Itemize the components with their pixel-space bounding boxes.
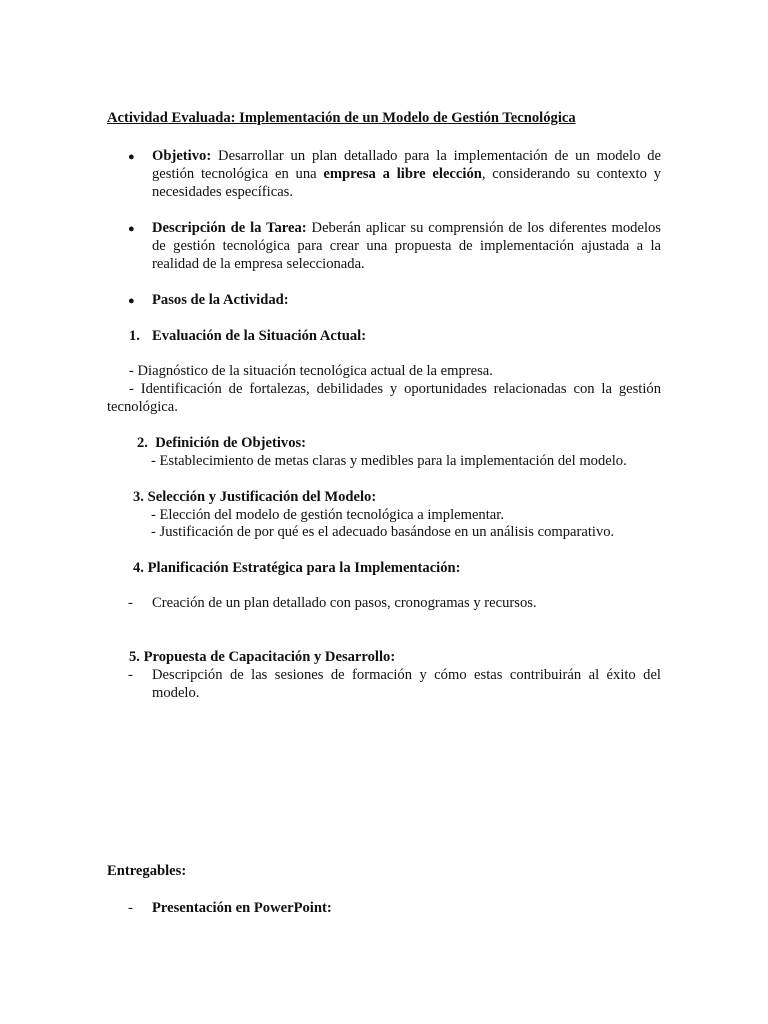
step-3-item-1: - Elección del modelo de gestión tecnológica a implementar.	[151, 507, 504, 523]
step-1-item-2-line-1: - Identificación de fortalezas, debilidades y oportunidades relacionadas con la gestión	[129, 381, 661, 397]
objective-bold-text: empresa a libre elección	[323, 166, 482, 182]
step-3-title: 3. Selección y Justificación del Modelo:	[133, 489, 377, 505]
steps-heading: Pasos de la Actividad:	[152, 292, 289, 308]
step-4-title: 4. Planificación Estratégica para la Implementación:	[133, 560, 461, 576]
deliverable-dash: -	[128, 900, 133, 916]
step-1-title: Evaluación de la Situación Actual:	[152, 328, 367, 344]
step-1-item-1: - Diagnóstico de la situación tecnológica actual de la empresa.	[129, 363, 493, 379]
step-5-item-1: Descripción de las sesiones de formación y cómo estas contribuirán al éxito del modelo.	[152, 667, 661, 701]
description-paragraph	[152, 219, 661, 273]
step-1-item-2-line-2: tecnológica.	[107, 399, 178, 415]
page-title: Actividad Evaluada: Implementación de un Modelo de Gestión Tecnológica	[107, 110, 576, 126]
step-4-dash: -	[128, 595, 133, 611]
description-text: Deberán aplicar su comprensión de los diferentes modelos de gestión tecnológica para crear una propuesta de implementación ajustada a la realidad de la empresa seleccionada.	[152, 220, 661, 272]
description-label: Descripción de la Tarea:	[152, 220, 307, 236]
deliverable-item-1: Presentación en PowerPoint:	[152, 900, 332, 916]
deliverables-heading: Entregables:	[107, 863, 187, 879]
step-1-number: 1.	[129, 328, 140, 344]
step-2-item-1: - Establecimiento de metas claras y medibles para la implementación del modelo.	[151, 453, 627, 469]
bullet-icon: ●	[128, 295, 135, 307]
objective-paragraph	[152, 147, 661, 201]
step-3-item-2: - Justificación de por qué es el adecuado basándose en un análisis comparativo.	[151, 524, 615, 540]
bullet-icon: ●	[128, 151, 135, 163]
objective-text: Desarrollar un plan detallado para la implementación de un modelo de gestión tecnológica en una	[152, 148, 661, 182]
step-5-dash: -	[128, 667, 133, 683]
step-2-title: 2. Definición de Objetivos:	[137, 435, 307, 451]
step-5-title: 5. Propuesta de Capacitación y Desarrollo:	[129, 649, 396, 665]
bullet-icon: ●	[128, 223, 135, 235]
step-4-item-1: Creación de un plan detallado con pasos, cronogramas y recursos.	[152, 595, 537, 611]
objective-label: Objetivo:	[152, 148, 212, 164]
objective-text-end: , considerando su contexto y necesidades específicas.	[152, 166, 661, 200]
